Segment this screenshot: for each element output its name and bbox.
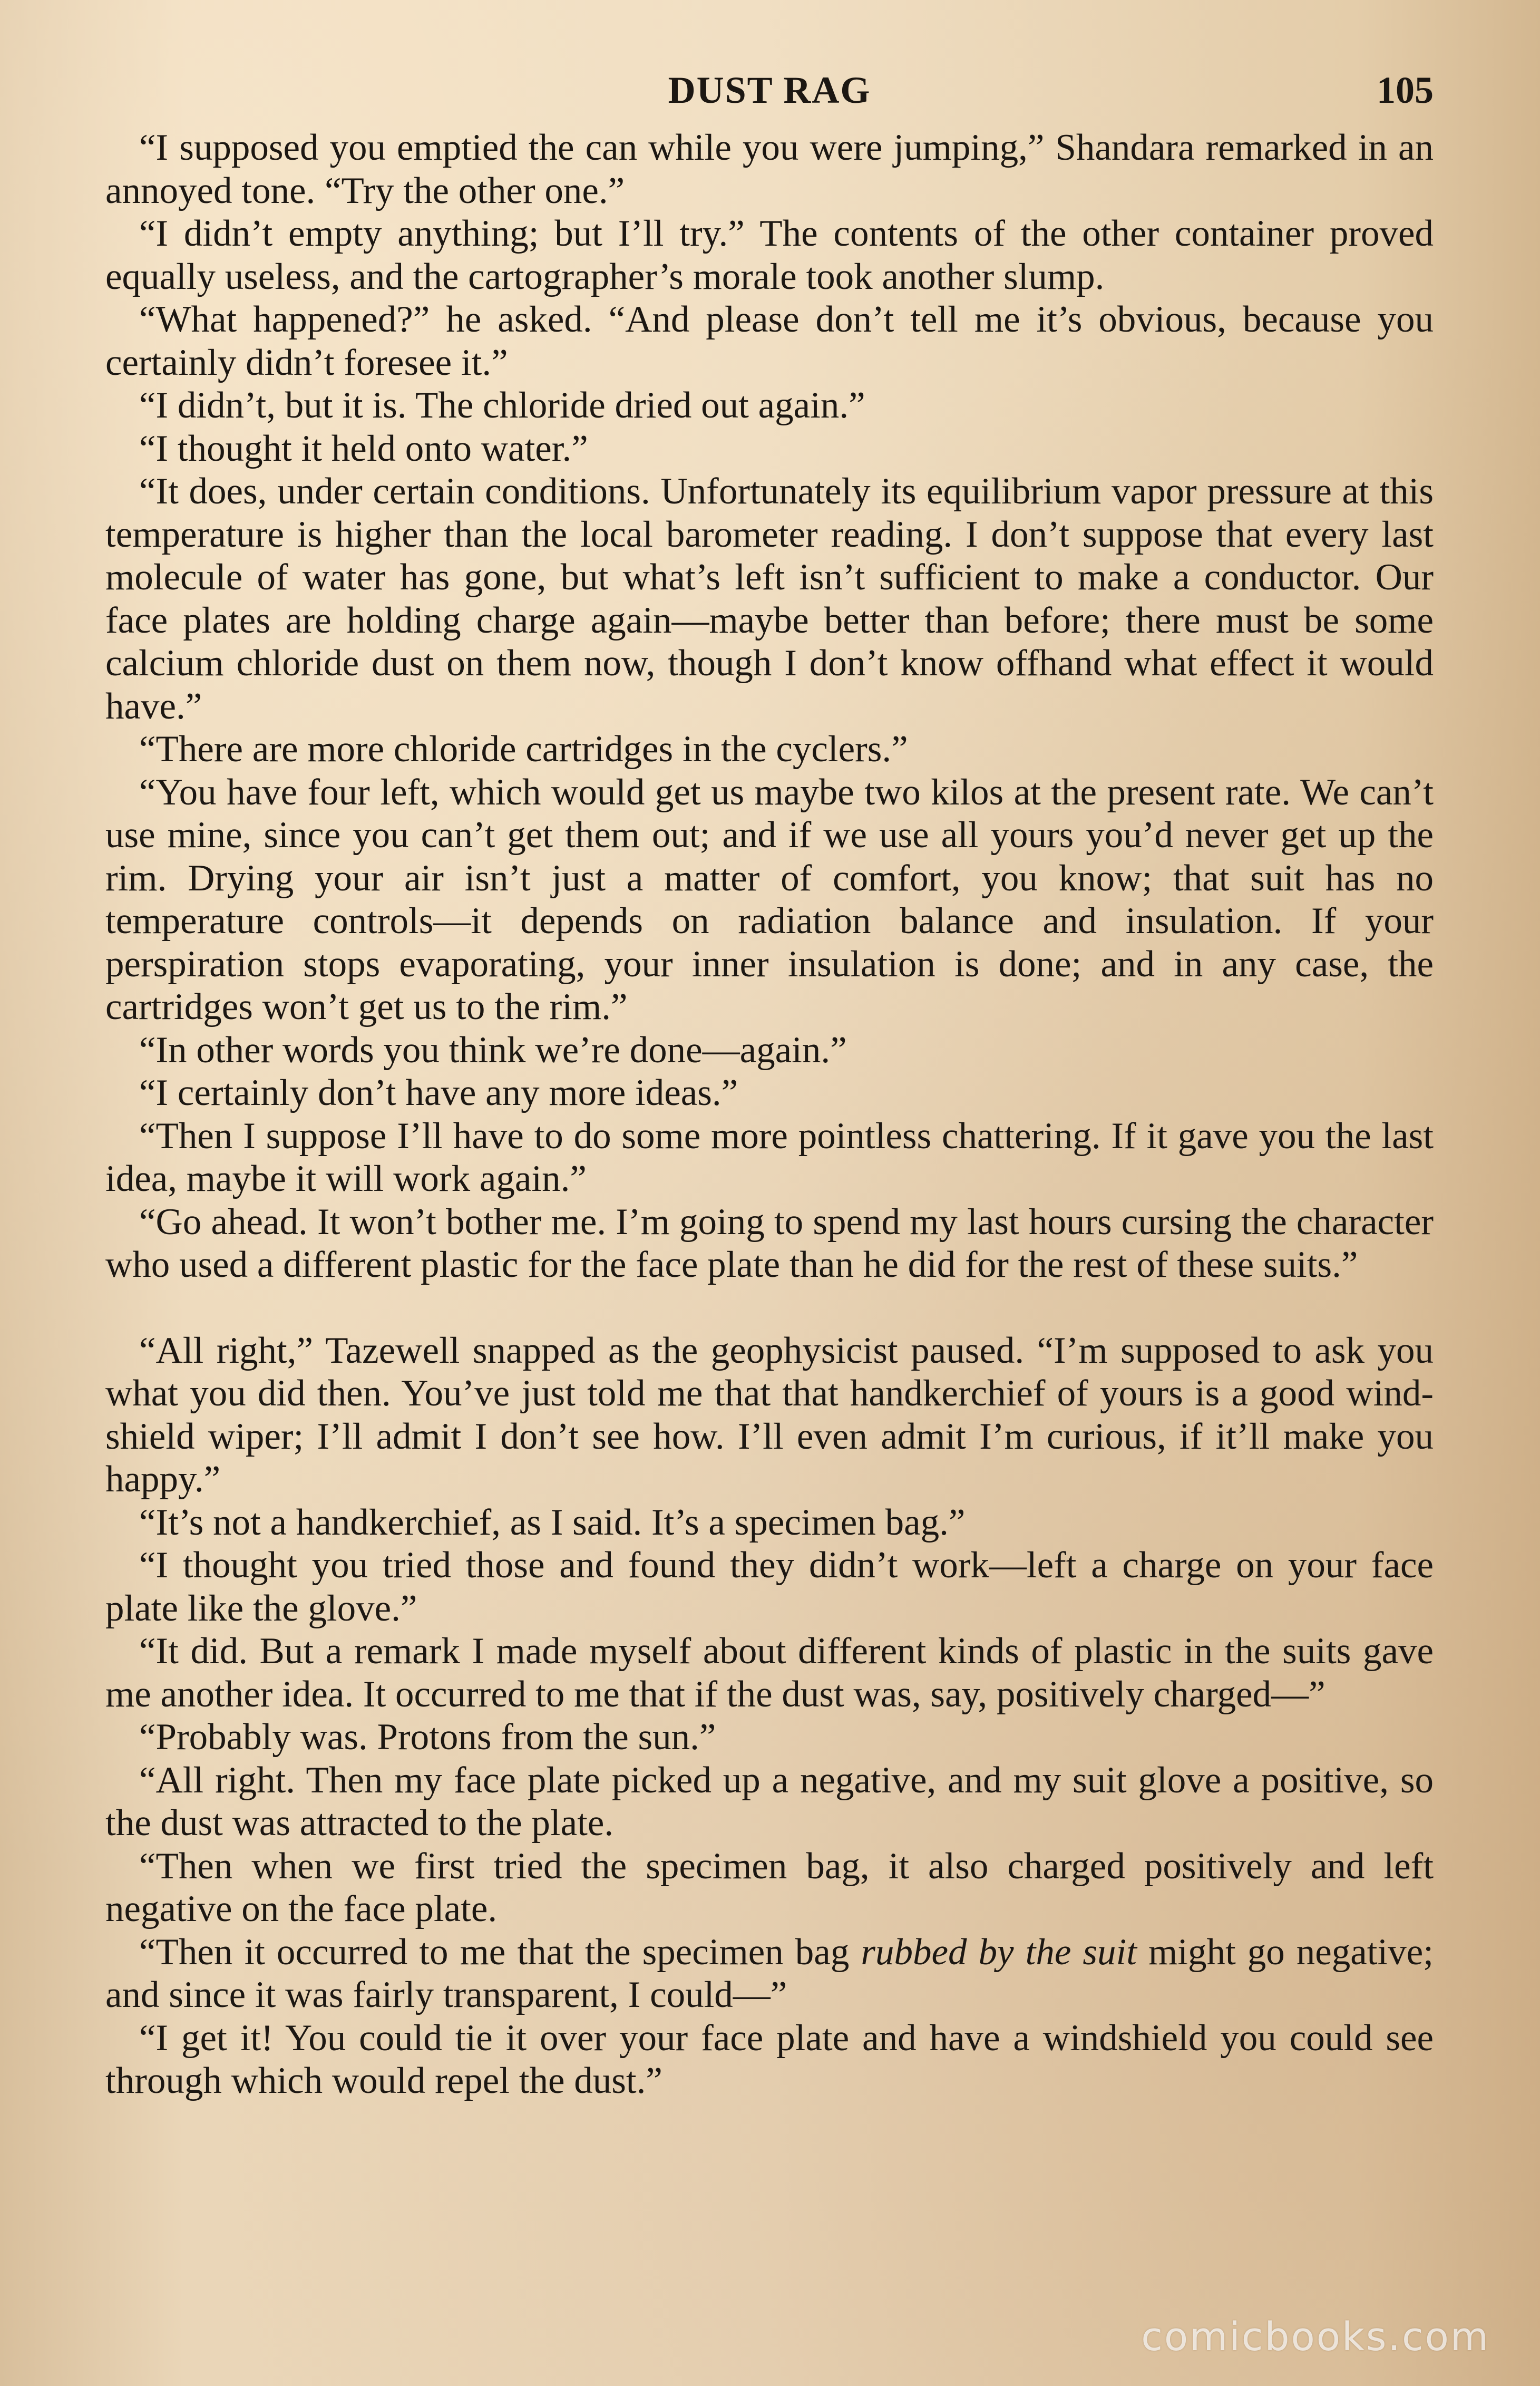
running-title: DUST RAG: [668, 69, 871, 111]
paragraph: “I certainly don’t have any more ideas.”: [139, 1072, 738, 1113]
paragraph: “I supposed you emptied the can while you were jumping,” Shandara remarked in an annoyed tone. “Try the other one.”: [105, 127, 1434, 211]
paragraph: “All right. Then my face plate picked up a negative, and my suit glove a positive, so the dust was attracted to the plate.: [105, 1759, 1434, 1844]
page-number: 105: [1377, 69, 1434, 111]
paragraph: “I didn’t, but it is. The chloride dried out again.”: [139, 385, 865, 426]
section-break: [105, 1287, 1434, 1330]
book-page: [105, 69, 1434, 2103]
paragraph: “I thought you tried those and found they didn’t work—left a charge on your face plate like the glove.”: [105, 1545, 1434, 1629]
paragraph: “It did. But a remark I made myself about different kinds of plastic in the suits gave me another idea. It occurred to me that if the dust was, say, positively charged—”: [105, 1631, 1434, 1715]
paragraph: “What happened?” he asked. “And please don’t tell me it’s obvious, because you certainly didn’t foresee it.”: [105, 299, 1434, 383]
paragraph: “It does, under certain conditions. Unfortunately its equilibrium vapor pressure at this temperature is higher than the local barometer reading. I don’t suppose that every last molecule of water has gone, but what’s left isn’t sufficient to make a conductor. Our face plates are holding charge again—maybe better than before; there must be some calcium chloride dust on them now, though I don’t know offhand what effect it would have.”: [105, 471, 1434, 727]
paragraph: “You have four left, which would get us maybe two kilos at the present rate. We can’t use mine, since you can’t get them out; and if we use all yours you’d never get up the rim. Drying your air isn’t just a matter of comfort, you know; that suit has no temperature controls—it depends on radiation balance and insulation. If your perspiration stops evaporating, your inner insulation is done; and in any case, the cartridges won’t get us to the rim.”: [105, 771, 1434, 1027]
paragraph-text: “Then it occurred to me that the specimen bag: [139, 1931, 861, 1973]
paragraph: “It’s not a handkerchief, as I said. It’s a specimen bag.”: [139, 1501, 966, 1543]
watermark: comicbooks.com: [1141, 2314, 1490, 2360]
paragraph: “All right,” Tazewell snapped as the geophysicist paused. “I’m supposed to ask you what you did then. You’ve just told me that that handkerchief of yours is a good wind-shield wiper; I’ll admit I don’t see how. I’ll even admit I’m curious, if it’ll make you happy.”: [105, 1330, 1434, 1500]
running-head: [105, 69, 1434, 127]
emphasis-text: rubbed by the suit: [861, 1931, 1137, 1973]
paragraph: “Go ahead. It won’t bother me. I’m going to spend my last hours cursing the character who used a different plastic for the face plate than he did for the rest of these suits.”: [105, 1201, 1434, 1285]
paragraph: “Then I suppose I’ll have to do some more pointless chattering. If it gave you the last idea, maybe it will work again.”: [105, 1115, 1434, 1199]
paragraph: “There are more chloride cartridges in the cyclers.”: [139, 729, 908, 770]
paragraph: “I thought it held onto water.”: [139, 428, 588, 469]
paragraph: “In other words you think we’re done—again.”: [139, 1029, 847, 1071]
paragraph: “I get it! You could tie it over your face plate and have a windshield you could see through which would repel the dust.”: [105, 2017, 1434, 2101]
paragraph-with-emphasis: [105, 1931, 1434, 2017]
paragraph: “Then when we first tried the specimen bag, it also charged positively and left negative on the face plate.: [105, 1845, 1434, 1929]
body-text: [105, 127, 1434, 2103]
paragraph: “I didn’t empty anything; but I’ll try.” The contents of the other container proved equally useless, and the cartographer’s morale took another slump.: [105, 213, 1434, 297]
paragraph-text: might go negative; and since it was fairly transparent, I could—”: [105, 1931, 1434, 2015]
paragraph: “Probably was. Protons from the sun.”: [139, 1716, 716, 1758]
